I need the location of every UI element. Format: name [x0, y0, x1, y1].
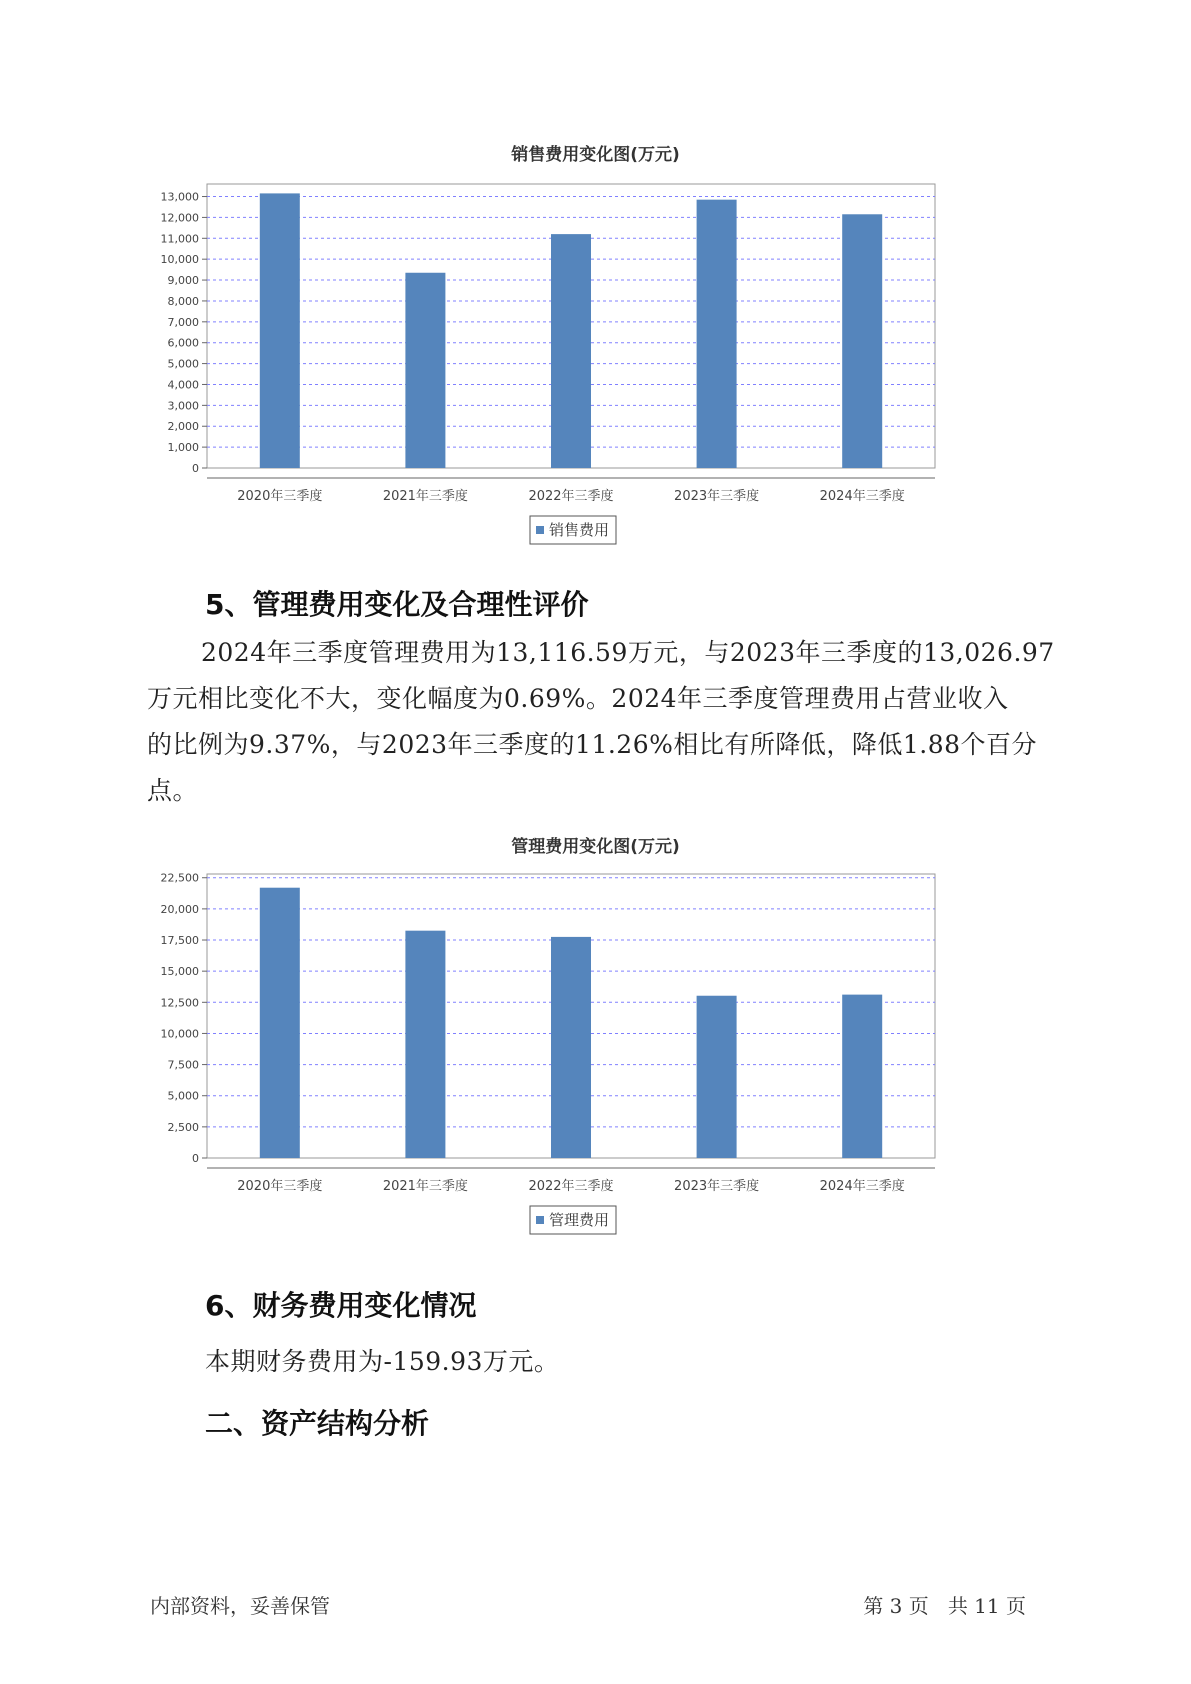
- section-5-line: 万元相比变化不大，变化幅度为0.69%。2024年三季度管理费用占营业收入: [147, 684, 1009, 713]
- bar: [842, 995, 882, 1158]
- section-6-text: 本期财务费用为-159.93万元。: [205, 1347, 560, 1376]
- y-tick-label: 4,000: [167, 378, 199, 392]
- section-5-paragraph: [147, 630, 1077, 814]
- bar: [842, 214, 882, 468]
- section-5-line: 2024年三季度管理费用为13,116.59万元，与2023年三季度的13,026.97: [201, 638, 1055, 667]
- bar: [405, 273, 445, 468]
- x-category-label: 2023年三季度: [674, 1179, 760, 1194]
- x-category-label: 2021年三季度: [382, 489, 468, 504]
- x-category-label: 2024年三季度: [819, 1179, 905, 1194]
- x-category-label: 2021年三季度: [382, 1179, 468, 1194]
- x-category-label: 2023年三季度: [674, 489, 760, 504]
- y-tick-label: 1,000: [167, 441, 199, 455]
- y-tick-label: 13,000: [160, 190, 199, 204]
- bar: [260, 193, 300, 468]
- y-tick-label: 10,000: [160, 1027, 199, 1041]
- footer-confidential-note: 内部资料，妥善保管: [150, 1594, 330, 1618]
- y-tick-label: 11,000: [160, 232, 199, 246]
- footer-page-number: 第 3 页 共 11 页: [863, 1594, 1026, 1618]
- section-6-heading: 6、财务费用变化情况: [205, 1289, 477, 1322]
- y-tick-label: 2,500: [167, 1120, 199, 1134]
- bar: [260, 888, 300, 1158]
- section-5-line: 点。: [147, 776, 199, 805]
- bar: [551, 937, 591, 1158]
- x-category-label: 2022年三季度: [528, 489, 614, 504]
- sales-chart-title: 销售费用变化图(万元): [511, 145, 680, 165]
- sales-expense-chart: [150, 172, 1030, 592]
- x-category-label: 2022年三季度: [528, 1179, 614, 1194]
- admin-expense-chart: [150, 862, 1030, 1282]
- section-5-line: 的比例为9.37%，与2023年三季度的11.26%相比有所降低，降低1.88个百分: [147, 730, 1038, 759]
- y-tick-label: 5,000: [167, 357, 199, 371]
- y-tick-label: 5,000: [167, 1089, 199, 1103]
- section-5-heading: 5、管理费用变化及合理性评价: [205, 588, 589, 621]
- y-tick-label: 0: [192, 1152, 199, 1165]
- y-tick-label: 20,000: [160, 902, 199, 916]
- x-category-label: 2020年三季度: [237, 489, 323, 504]
- bar: [551, 234, 591, 468]
- admin-chart-title: 管理费用变化图(万元): [511, 837, 680, 857]
- bar: [405, 931, 445, 1158]
- y-tick-label: 6,000: [167, 336, 199, 350]
- x-category-label: 2024年三季度: [819, 489, 905, 504]
- legend-label: 管理费用: [549, 1211, 610, 1229]
- legend-swatch: [536, 526, 544, 534]
- y-tick-label: 2,000: [167, 420, 199, 434]
- y-tick-label: 3,000: [167, 399, 199, 413]
- x-category-label: 2020年三季度: [237, 1179, 323, 1194]
- section-2-heading: 二、资产结构分析: [205, 1407, 430, 1440]
- y-tick-label: 12,000: [160, 211, 199, 225]
- legend-label: 销售费用: [549, 521, 610, 539]
- y-tick-label: 17,500: [160, 934, 199, 948]
- y-tick-label: 7,500: [167, 1058, 199, 1072]
- bar: [697, 996, 737, 1158]
- y-tick-label: 0: [192, 462, 199, 475]
- y-tick-label: 22,500: [160, 871, 199, 885]
- y-tick-label: 12,500: [160, 996, 199, 1010]
- bar: [697, 200, 737, 468]
- y-tick-label: 15,000: [160, 965, 199, 979]
- legend-swatch: [536, 1216, 544, 1224]
- y-tick-label: 9,000: [167, 274, 199, 288]
- y-tick-label: 8,000: [167, 294, 199, 308]
- y-tick-label: 7,000: [167, 315, 199, 329]
- y-tick-label: 10,000: [160, 253, 199, 267]
